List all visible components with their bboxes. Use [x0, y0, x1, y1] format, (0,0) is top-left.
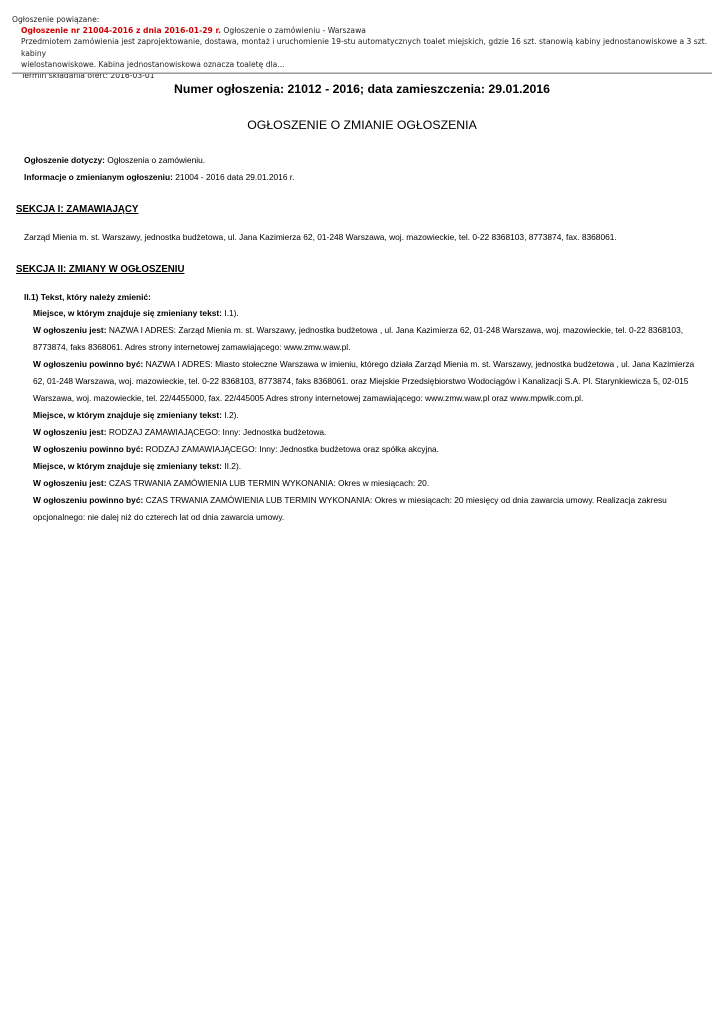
separator-line	[12, 72, 712, 74]
section-2-heading: SEKCJA II: ZMIANY W OGŁOSZENIU	[16, 264, 185, 275]
related-notice-link[interactable]: Ogłoszenie nr 21004-2016 z dnia 2016-01-29 r.	[21, 26, 222, 35]
change-1-is-cont: 8773874, faks 8368061. Adres strony internetowej zamawiającego: www.zmw.waw.pl.	[33, 342, 351, 352]
section-2-subheading: II.1) Tekst, który należy zmienić:	[24, 292, 151, 302]
change-2-should: W ogłoszeniu powinno być: RODZAJ ZAMAWIAJĄCEGO: Inny: Jednostka budżetowa oraz spółka akcyjna.	[33, 444, 439, 454]
change-2-is: W ogłoszeniu jest: RODZAJ ZAMAWIAJĄCEGO: Inny: Jednostka budżetowa.	[33, 427, 327, 437]
related-notice-type: Ogłoszenie o zamówieniu - Warszawa	[221, 26, 366, 35]
section-1-heading: SEKCJA I: ZAMAWIAJĄCY	[16, 204, 139, 215]
change-1-should: W ogłoszeniu powinno być: NAZWA I ADRES: Miasto stołeczne Warszawa w imieniu, którego działa Zarząd Mienia m. st. Warszawy, jednostka budżetowa , ul. Jana Kazimierza	[33, 359, 695, 369]
notice-title: Numer ogłoszenia: 21012 - 2016; data zamieszczenia: 29.01.2016	[174, 82, 550, 96]
change-3-place: Miejsce, w którym znajduje się zmieniany tekst: II.2).	[33, 461, 242, 471]
related-description-line1: Przedmiotem zamówienia jest zaprojektowanie, dostawa, montaż i uruchomienie 19-stu automatycznych toalet miejskich, gdzie 16 szt. stanowią kabiny jednostanowiskowe a 3 szt. kabiny	[21, 37, 708, 58]
section-1-text: Zarząd Mienia m. st. Warszawy, jednostka budżetowa, ul. Jana Kazimierza 62, 01-248 Warszawa, woj. mazowieckie, tel. 0-22 8368103, 8773874, fax. 8368061.	[24, 232, 617, 242]
change-3-is: W ogłoszeniu jest: CZAS TRWANIA ZAMÓWIENIA LUB TERMIN WYKONANIA: Okres w miesiącach: 20.	[33, 478, 430, 488]
change-1-should-cont2: Warszawa, woj. mazowieckie, tel. 22/4455000, fax. 22/445005 Adres strony internetowej zamawiającego: www.zmw.waw.pl oraz www.mpwik.com.pl.	[33, 393, 584, 403]
notice-subtitle: OGŁOSZENIE O ZMIANIE OGŁOSZENIA	[247, 118, 477, 132]
change-1-should-cont1: 62, 01-248 Warszawa, woj. mazowieckie, tel. 0-22 8368103, 8773874, faks 8368061. oraz Miejskie Przedsiębiorstwo Wodociągów i Kanalizacji S.A. Pl. Starynkiewicza 5, 02-015	[33, 376, 689, 386]
related-header: Ogłoszenie powiązane:	[12, 15, 100, 24]
related-description-line2: wielostanowiskowe. Kabina jednostanowiskowa oznacza toaletę dla...	[21, 59, 285, 69]
change-3-should-cont: opcjonalnego: nie dalej niż do czterech lat od dnia zawarcia umowy.	[33, 512, 285, 522]
info-changed-notice: Informacje o zmienianym ogłoszeniu: 21004 - 2016 data 29.01.2016 r.	[24, 172, 295, 182]
change-2-place: Miejsce, w którym znajduje się zmieniany tekst: I.2).	[33, 410, 239, 420]
change-1-place: Miejsce, w którym znajduje się zmieniany tekst: I.1).	[33, 308, 239, 318]
info-concerns: Ogłoszenie dotyczy: Ogłoszenia o zamówieniu.	[24, 155, 206, 165]
change-1-is: W ogłoszeniu jest: NAZWA I ADRES: Zarząd Mienia m. st. Warszawy, jednostka budżetowa , ul. Jana Kazimierza 62, 01-248 Warszawa, woj. mazowieckie, tel. 0-22 8368103,	[33, 325, 684, 335]
change-3-should: W ogłoszeniu powinno być: CZAS TRWANIA ZAMÓWIENIA LUB TERMIN WYKONANIA: Okres w miesiącach: 20 miesięcy od dnia zawarcia umowy. Realizacja zakresu	[33, 495, 667, 505]
related-deadline: Termin składania ofert: 2016-03-01	[21, 71, 155, 81]
